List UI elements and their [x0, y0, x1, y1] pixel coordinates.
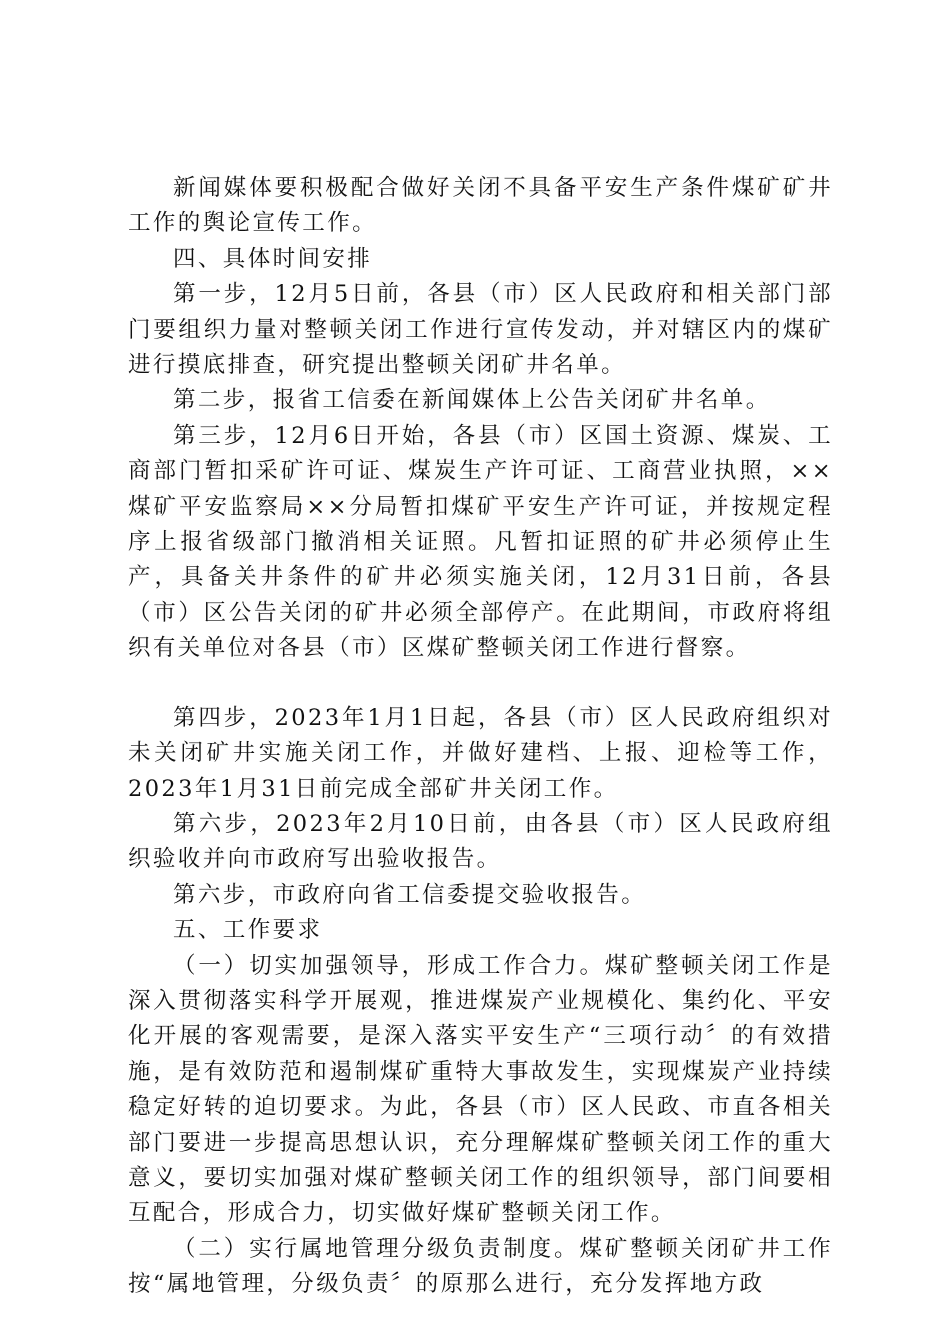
paragraph-step-one: 第一步，12月5日前，各县（市）区人民政府和相关部门部门要组织力量对整顿关闭工作进行宣传发动，并对辖区内的煤矿进行摸底排查，研究提出整顿关闭矿井名单。 — [128, 281, 833, 379]
paragraph-step-six-b: 第六步，市政府向省工信委提交验收报告。 — [173, 881, 647, 908]
paragraph-step-two: 第二步，报省工信委在新闻媒体上公告关闭矿井名单。 — [173, 387, 771, 414]
paragraph-step-four: 第四步，2023年1月1日起，各县（市）区人民政府组织对未关闭矿井实施关闭工作，并做好建档、上报、迎检等工作，2023年1月31日前完成全部矿井关闭工作。 — [128, 704, 833, 802]
paragraph-step-three: 第三步，12月6日开始，各县（市）区国土资源、煤炭、工商部门暂扣采矿许可证、煤炭生产许可证、工商营业执照，××煤矿平安监察局××分局暂扣煤矿平安生产许可证，并按规定程序上报省级部门撤消相关证照。凡暂扣证照的矿井必须停止生产，具备关井条件的矿井必须实施关闭，12月31日前，各县（市）区公告关闭的矿井必须全部停产。在此期间，市政府将组织有关单位对各县（市）区煤矿整顿关闭工作进行督察。 — [128, 422, 833, 662]
section-heading-schedule: 四、具体时间安排 — [173, 245, 373, 272]
document-body — [128, 171, 833, 1303]
section-heading-requirements: 五、工作要求 — [173, 917, 323, 944]
paragraph-step-six-a: 第六步，2023年2月10日前，由各县（市）区人民政府组织验收并向市政府写出验收报告。 — [128, 810, 833, 873]
paragraph-requirement-two: （二）实行属地管理分级负责制度。煤矿整顿关闭矿井工作按“属地管理，分级负责〞的原那么进行，充分发挥地方政 — [128, 1235, 833, 1298]
paragraph-requirement-one: （一）切实加强领导，形成工作合力。煤矿整顿关闭工作是深入贯彻落实科学开展观，推进煤炭产业规模化、集约化、平安化开展的客观需要，是深入落实平安生产“三项行动〞的有效措施，是有效防范和遏制煤矿重特大事故发生，实现煤炭产业持续稳定好转的迫切要求。为此，各县（市）区人民政、市直各相关部门要进一步提高思想认识，充分理解煤矿整顿关闭工作的重大意义，要切实加强对煤矿整顿关闭工作的组织领导，部门间要相互配合，形成合力，切实做好煤矿整顿关闭工作。 — [128, 952, 833, 1227]
paragraph-media-publicity: 新闻媒体要积极配合做好关闭不具备平安生产条件煤矿矿井工作的舆论宣传工作。 — [128, 175, 833, 237]
